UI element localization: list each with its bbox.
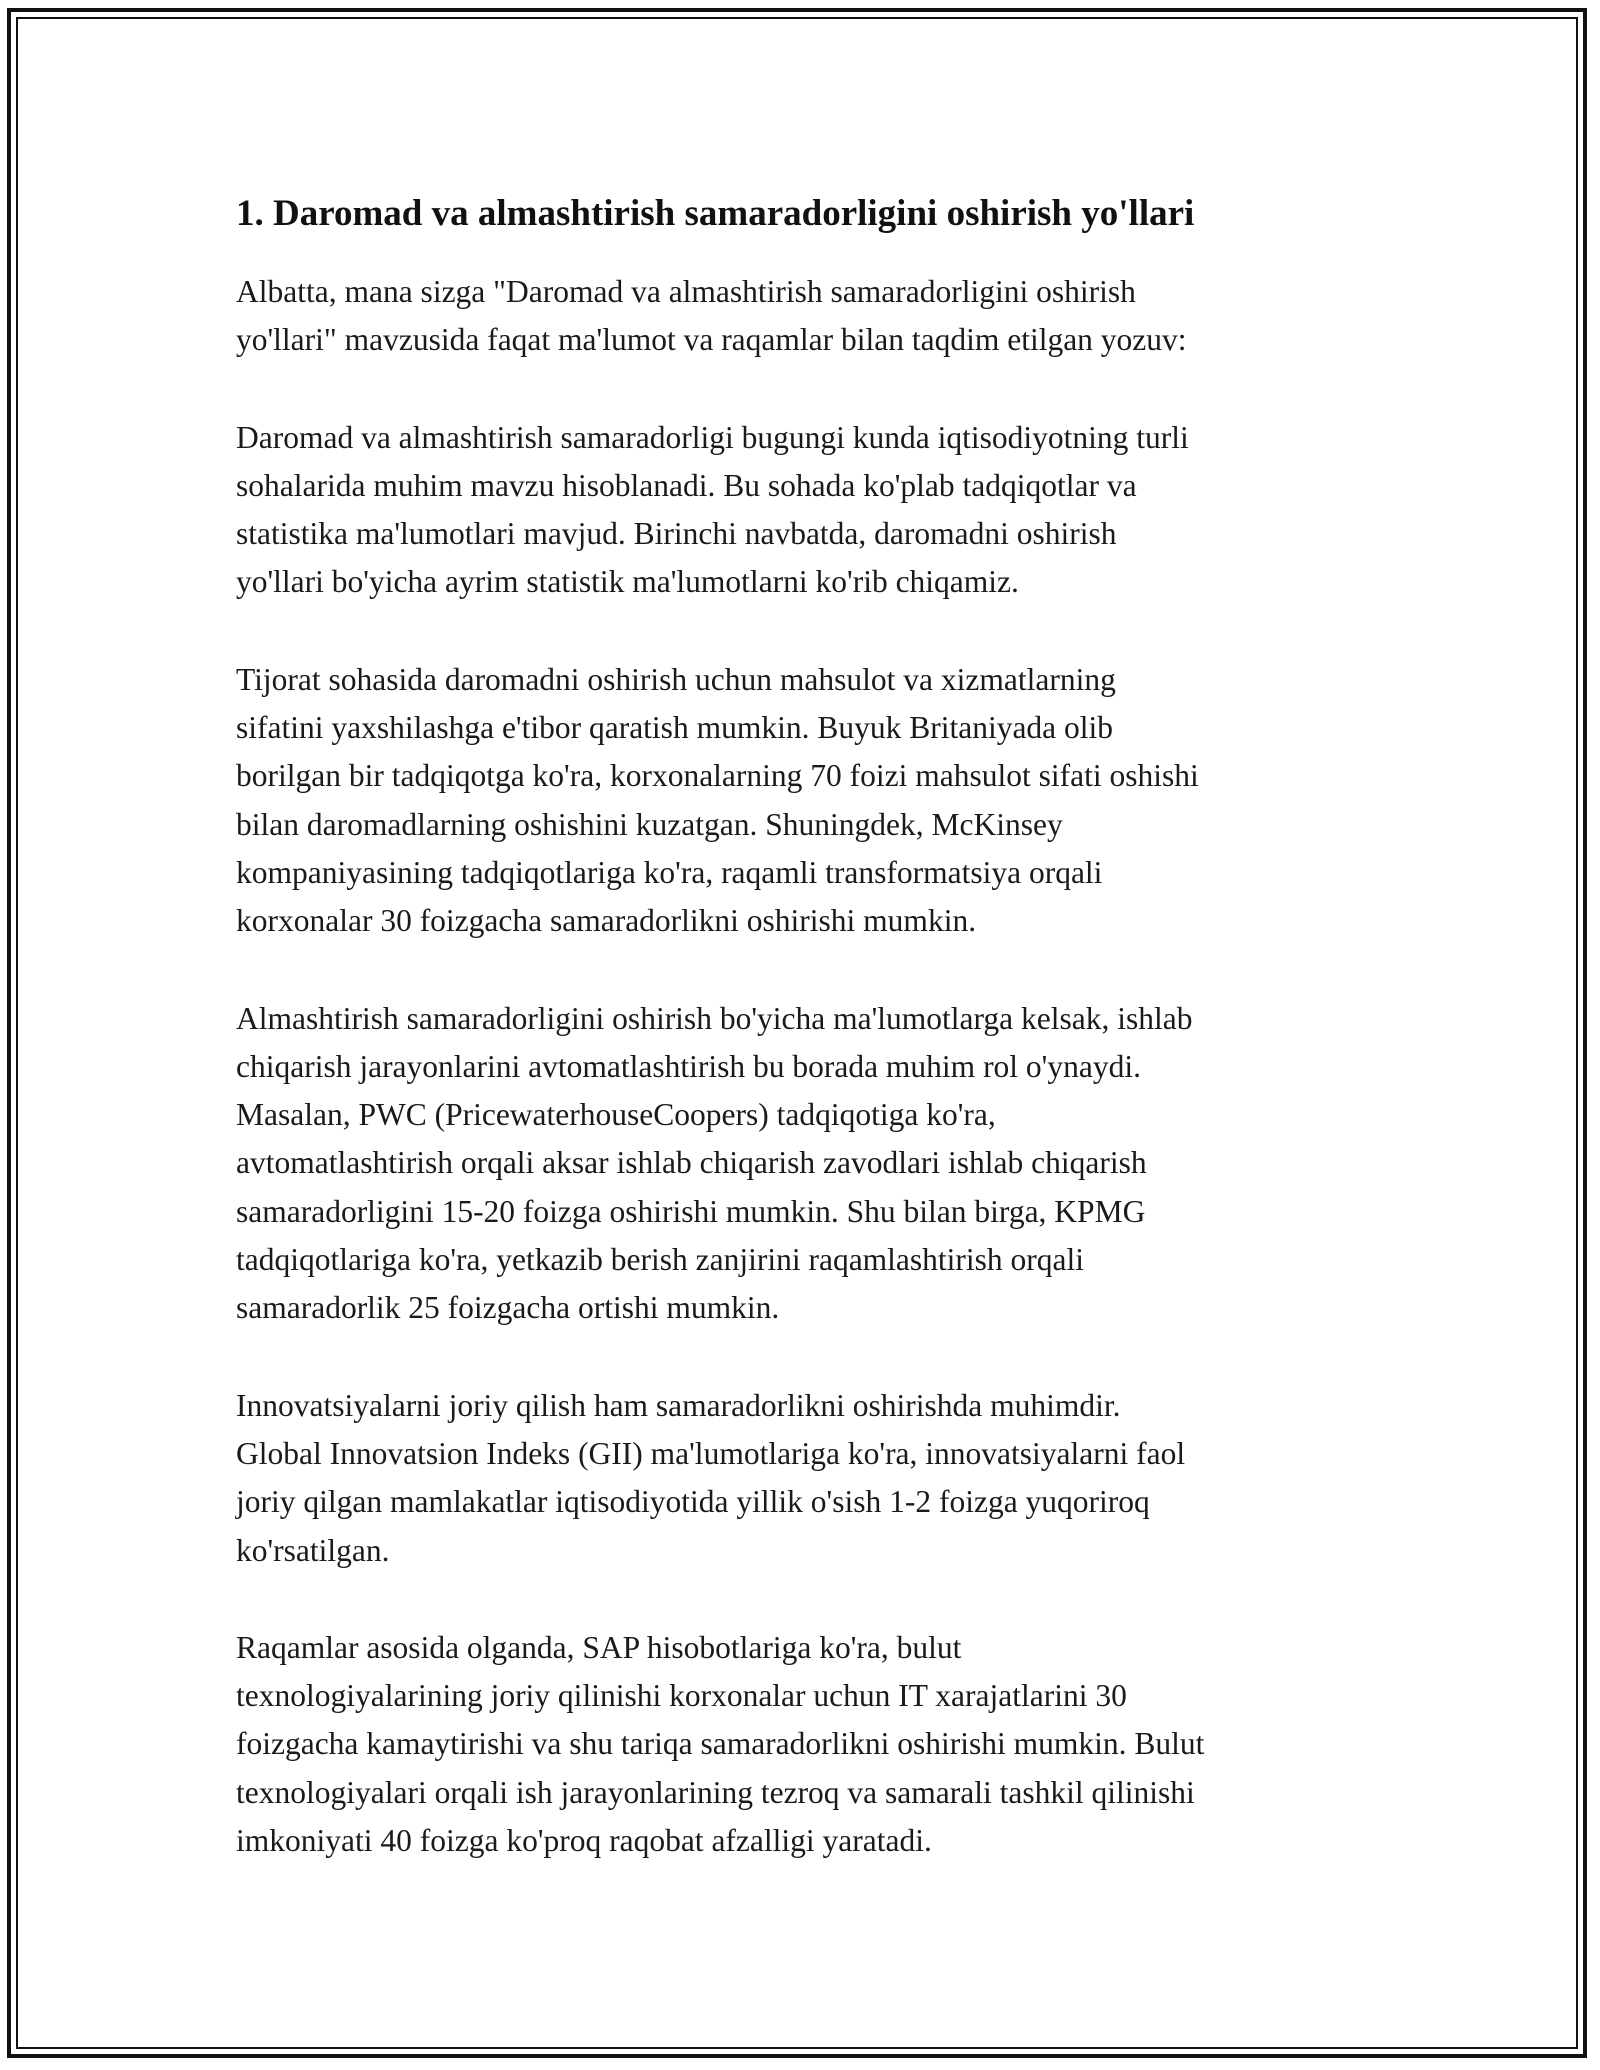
- text-line: Almashtirish samaradorligini oshirish bo'yicha ma'lumotlarga kelsak, ishlab: [236, 1000, 1193, 1036]
- text-line: foizgacha kamaytirishi va shu tariqa samaradorlikni oshirishi mumkin. Bulut: [236, 1726, 1205, 1762]
- document-body: [236, 186, 1371, 1914]
- paragraph-innovation: [236, 1382, 1371, 1575]
- paragraph-cloud: [236, 1624, 1371, 1865]
- text-line: chiqarish jarayonlarini avtomatlashtirish bu borada muhim rol o'ynaydi.: [236, 1048, 1141, 1084]
- text-line: borilgan bir tadqiqotga ko'ra, korxonalarning 70 foizi mahsulot sifati oshishi: [236, 758, 1199, 794]
- text-line: sohalarida muhim mavzu hisoblanadi. Bu sohada ko'plab tadqiqotlar va: [236, 467, 1137, 503]
- text-line: Tijorat sohasida daromadni oshirish uchun mahsulot va xizmatlarning: [236, 661, 1116, 697]
- paragraph-overview: [236, 414, 1371, 607]
- text-line: samaradorligini 15-20 foizga oshirishi mumkin. Shu bilan birga, KPMG: [236, 1193, 1146, 1229]
- text-line: Daromad va almashtirish samaradorligi bugungi kunda iqtisodiyotning turli: [236, 419, 1189, 455]
- text-line: kompaniyasining tadqiqotlariga ko'ra, raqamli transformatsiya orqali: [236, 854, 1103, 890]
- document-title: 1. Daromad va almashtirish samaradorligini oshirish yo'llari: [236, 193, 1195, 234]
- text-line: texnologiyalarining joriy qilinishi korxonalar uchun IT xarajatlarini 30: [236, 1678, 1127, 1714]
- paragraph-commerce: [236, 656, 1371, 946]
- paragraph-automation: [236, 995, 1371, 1333]
- text-line: imkoniyati 40 foizga ko'proq raqobat afzalligi yaratadi.: [236, 1823, 932, 1859]
- text-line: Raqamlar asosida olganda, SAP hisobotlariga ko'ra, bulut: [236, 1629, 962, 1665]
- text-line: Masalan, PWC (PricewaterhouseCoopers) tadqiqotiga ko'ra,: [236, 1097, 996, 1133]
- text-line: Global Innovatsion Indeks (GII) ma'lumotlariga ko'ra, innovatsiyalarni faol: [236, 1435, 1186, 1471]
- text-line: sifatini yaxshilashga e'tibor qaratish mumkin. Buyuk Britaniyada olib: [236, 710, 1114, 746]
- text-line: samaradorlik 25 foizgacha ortishi mumkin.: [236, 1290, 780, 1326]
- text-line: bilan daromadlarning oshishini kuzatgan. Shuningdek, McKinsey: [236, 806, 1063, 842]
- text-line: texnologiyalari orqali ish jarayonlarining tezroq va samarali tashkil qilinishi: [236, 1774, 1195, 1810]
- text-line: ko'rsatilgan.: [236, 1532, 390, 1568]
- text-line: statistika ma'lumotlari mavjud. Birinchi navbatda, daromadni oshirish: [236, 516, 1117, 552]
- text-line: yo'llari" mavzusida faqat ma'lumot va raqamlar bilan taqdim etilgan yozuv:: [236, 322, 1187, 358]
- text-line: tadqiqotlariga ko'ra, yetkazib berish zanjirini raqamlashtirish orqali: [236, 1242, 1085, 1278]
- text-line: avtomatlashtirish orqali aksar ishlab chiqarish zavodlari ishlab chiqarish: [236, 1145, 1147, 1181]
- text-line: Innovatsiyalarni joriy qilish ham samaradorlikni oshirishda muhimdir.: [236, 1387, 1121, 1423]
- text-line: yo'llari bo'yicha ayrim statistik ma'lumotlarni ko'rib chiqamiz.: [236, 564, 1019, 600]
- paragraph-intro: [236, 268, 1371, 365]
- text-line: Albatta, mana sizga "Daromad va almashtirish samaradorligini oshirish: [236, 274, 1136, 309]
- text-line: korxonalar 30 foizgacha samaradorlikni oshirishi mumkin.: [236, 903, 977, 939]
- text-line: joriy qilgan mamlakatlar iqtisodiyotida yillik o'sish 1-2 foizga yuqoriroq: [236, 1484, 1150, 1520]
